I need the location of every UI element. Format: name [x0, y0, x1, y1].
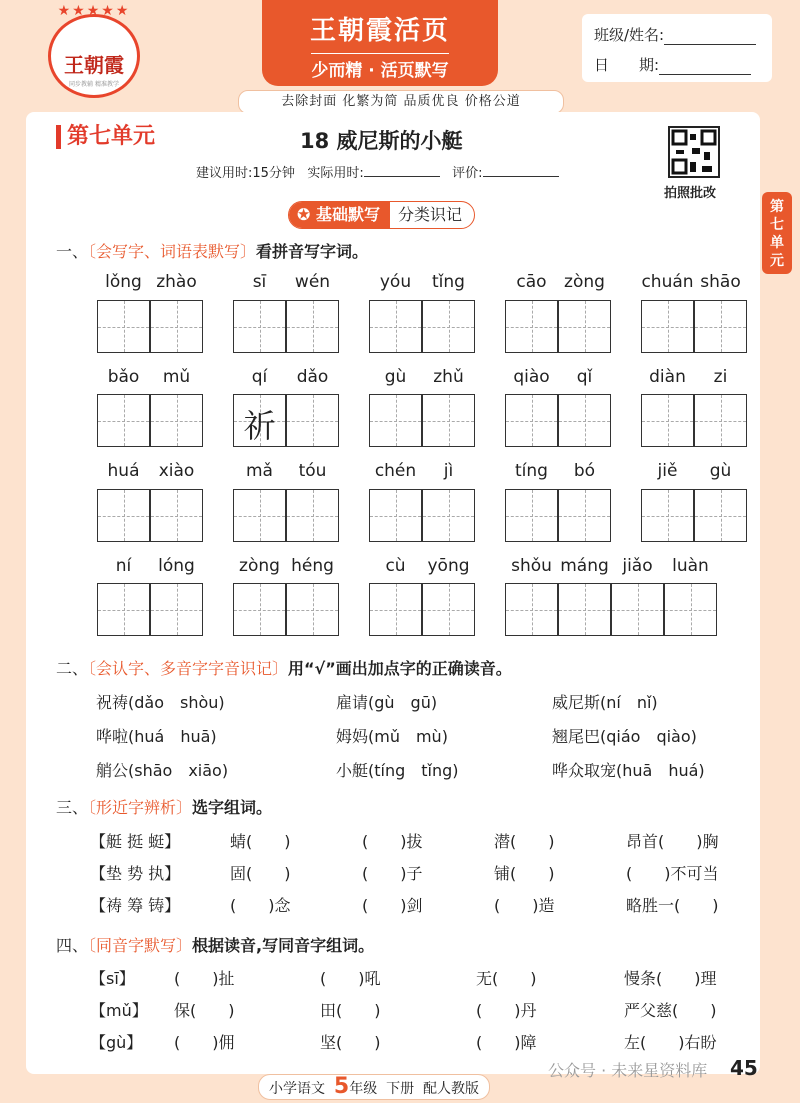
writing-box[interactable] — [422, 300, 475, 353]
question-2-number: 二、 — [56, 659, 89, 678]
pinyin-label: zi — [713, 367, 728, 387]
slogan: 去除封面 化繁为简 品质优良 价格公道 — [238, 90, 564, 114]
fill-blank-item[interactable]: ( )念 — [230, 896, 291, 915]
writing-box[interactable] — [505, 583, 558, 636]
footer-term: 下册 — [386, 1081, 415, 1097]
writing-box[interactable] — [97, 583, 150, 636]
fill-blank-item[interactable]: ( )剑 — [362, 896, 423, 915]
pinyin-label: bó — [573, 461, 596, 481]
logo-name: 王朝霞 — [64, 53, 124, 77]
footer-grade: 年级 — [349, 1081, 378, 1097]
writing-box[interactable] — [369, 583, 422, 636]
qr-caption: 拍照批改 — [664, 186, 717, 201]
page-number: 45 — [730, 1056, 758, 1080]
pinyin-label: tíng — [515, 461, 548, 481]
pinyin-label: gù — [384, 367, 407, 387]
fill-blank-item[interactable]: 铺( ) — [494, 864, 555, 883]
fill-blank-item[interactable]: ( )障 — [476, 1033, 537, 1052]
writing-box[interactable] — [150, 489, 203, 542]
pinyin-label: zòng — [239, 556, 280, 576]
fill-blank-item[interactable]: 左( )右盼 — [624, 1033, 717, 1052]
pinyin-label: zhào — [156, 272, 197, 292]
pinyin-label: wén — [294, 272, 331, 292]
fill-blank-item[interactable]: ( )扯 — [174, 969, 235, 988]
writing-box[interactable] — [150, 394, 203, 447]
pronunciation-item[interactable]: 小艇(tíng tǐng) — [336, 761, 459, 780]
pinyin-label: lǒng — [105, 272, 142, 292]
date-row — [594, 54, 751, 75]
question-3-tag: 〔形近字辨析〕 — [88, 798, 193, 817]
question-4-number: 四、 — [56, 936, 89, 955]
suggested-time: 建议用时:15分钟 — [196, 166, 295, 181]
pinyin-label: chén — [374, 461, 417, 481]
fill-blank-item[interactable]: 略胜一( ) — [626, 896, 719, 915]
question-4-text: 根据读音,写同音字组词。 — [192, 936, 375, 955]
date-label: 日 期: — [594, 56, 660, 74]
grade-label: 评价: — [452, 166, 483, 181]
qr-code-icon[interactable] — [668, 126, 720, 178]
brand-logo — [48, 3, 140, 98]
question-4-header — [56, 933, 374, 956]
writing-box[interactable] — [97, 489, 150, 542]
writing-box[interactable] — [233, 489, 286, 542]
char-group-label: 【垫 势 执】 — [90, 864, 181, 883]
writing-box[interactable] — [558, 394, 611, 447]
pinyin-label: diàn — [649, 367, 686, 387]
question-1-tag: 〔会写字、词语表默写〕 — [88, 242, 257, 261]
pinyin-label: qǐ — [576, 367, 593, 387]
banner-title: 王朝霞活页 — [309, 16, 450, 46]
unit-label: 第七单元 — [56, 125, 155, 149]
fill-blank-item[interactable]: 严父慈( ) — [624, 1001, 717, 1020]
banner-subtitle: 少而精 · 活页默写 — [311, 53, 448, 81]
pinyin-label: zhǔ — [433, 367, 464, 387]
char-group-label: 【艇 挺 蜓】 — [90, 832, 181, 851]
side-tab-label: 第七单元 — [770, 199, 784, 269]
writing-box[interactable] — [286, 394, 339, 447]
section-pill-secondary: 分类识记 — [398, 205, 463, 224]
question-2-tag: 〔会认字、多音字字音识记〕 — [88, 659, 289, 678]
pinyin-label: zòng — [564, 272, 605, 292]
pinyin-label: mǎ — [246, 461, 273, 481]
writing-box[interactable] — [558, 300, 611, 353]
pinyin-label: jiě — [657, 461, 678, 481]
fill-blank-item[interactable]: 田( ) — [320, 1001, 381, 1020]
pinyin-label: shāo — [700, 272, 741, 292]
writing-box[interactable] — [97, 300, 150, 353]
writing-box[interactable] — [233, 300, 286, 353]
question-1-text: 看拼音写字词。 — [256, 242, 369, 261]
pinyin-label: cāo — [516, 272, 547, 292]
fill-blank-item[interactable]: ( )子 — [362, 864, 423, 883]
writing-box[interactable] — [150, 583, 203, 636]
question-2-header — [56, 656, 512, 679]
actual-time-field[interactable] — [364, 164, 440, 177]
pinyin-label: ní — [115, 556, 132, 576]
pronunciation-item[interactable]: 威尼斯(ní nǐ) — [552, 693, 658, 712]
writing-box[interactable] — [286, 300, 339, 353]
date-field[interactable] — [659, 60, 751, 75]
section-pill-primary-label: 基础默写 — [315, 205, 380, 224]
fill-blank-item[interactable]: ( )造 — [494, 896, 555, 915]
writing-box[interactable] — [233, 583, 286, 636]
medal-icon: ✪ — [297, 205, 316, 224]
pinyin-label: gù — [709, 461, 732, 481]
pinyin-label: jiǎo — [622, 556, 653, 576]
written-character: 祈 — [243, 407, 276, 445]
question-1-number: 一、 — [56, 242, 89, 261]
fill-blank-item[interactable]: 潜( ) — [494, 832, 555, 851]
class-name-field[interactable] — [664, 30, 756, 45]
fill-blank-item[interactable]: ( )不可当 — [626, 864, 719, 883]
fill-blank-item[interactable]: 固( ) — [230, 864, 291, 883]
fill-blank-item[interactable]: 慢条( )理 — [624, 969, 717, 988]
fill-blank-item[interactable]: ( )丹 — [476, 1001, 537, 1020]
student-info-box — [582, 14, 772, 82]
logo-subtitle: 同步教辅 精准教学 — [69, 81, 119, 88]
writing-box[interactable] — [369, 394, 422, 447]
footer-edition: 配人教版 — [423, 1081, 480, 1097]
header-banner — [262, 0, 498, 86]
writing-box[interactable] — [233, 394, 286, 447]
pinyin-label: héng — [291, 556, 334, 576]
fill-blank-item[interactable]: 无( ) — [476, 969, 537, 988]
footer-grade-number: 5 — [333, 1074, 350, 1099]
writing-box[interactable] — [369, 300, 422, 353]
pinyin-group-label: 【sī】 — [90, 969, 135, 988]
pinyin-label: qí — [251, 367, 268, 387]
pronunciation-item[interactable]: 雇请(gù gū) — [336, 693, 438, 712]
pinyin-label: tóu — [298, 461, 327, 481]
writing-box[interactable] — [150, 300, 203, 353]
watermark: 公众号 · 未来星资料库 — [548, 1061, 708, 1080]
class-name-row — [594, 24, 756, 45]
writing-box[interactable] — [694, 300, 747, 353]
writing-box[interactable] — [422, 583, 475, 636]
pronunciation-item[interactable]: 翘尾巴(qiáo qiào) — [552, 727, 697, 746]
section-pill-primary — [289, 202, 390, 228]
actual-time-label: 实际用时: — [307, 166, 364, 181]
question-4-tag: 〔同音字默写〕 — [88, 936, 193, 955]
fill-blank-item[interactable]: 昂首( )胸 — [626, 832, 719, 851]
writing-box[interactable] — [611, 583, 664, 636]
footer-subject: 小学语文 — [269, 1081, 325, 1097]
pinyin-label: yōng — [427, 556, 470, 576]
section-pill — [288, 201, 475, 229]
pinyin-label: bǎo — [107, 367, 140, 387]
pinyin-label: dǎo — [296, 367, 329, 387]
writing-box[interactable] — [641, 489, 694, 542]
fill-blank-item[interactable]: 蜻( ) — [230, 832, 291, 851]
writing-box[interactable] — [286, 489, 339, 542]
fill-blank-item[interactable]: ( )佣 — [174, 1033, 235, 1052]
writing-box[interactable] — [641, 394, 694, 447]
timing-row — [196, 162, 559, 181]
fill-blank-item[interactable]: ( )吼 — [320, 969, 381, 988]
pronunciation-item[interactable]: 哗啦(huá huā) — [96, 727, 217, 746]
writing-box[interactable] — [664, 583, 717, 636]
pinyin-label: sī — [252, 272, 267, 292]
pinyin-label: máng — [560, 556, 609, 576]
writing-box[interactable] — [558, 489, 611, 542]
pinyin-label: cù — [385, 556, 406, 576]
writing-box[interactable] — [505, 394, 558, 447]
pinyin-label: luàn — [672, 556, 709, 576]
pronunciation-item[interactable]: 姆妈(mǔ mù) — [336, 727, 448, 746]
question-3-text: 选字组词。 — [192, 798, 273, 817]
footer-badge — [258, 1074, 490, 1100]
pinyin-label: yóu — [379, 272, 412, 292]
lesson-title: 18 威尼斯的小艇 — [300, 129, 463, 153]
question-3-header — [56, 795, 272, 818]
pinyin-label: huá — [107, 461, 140, 481]
pinyin-label: chuán — [641, 272, 694, 292]
writing-box[interactable] — [286, 583, 339, 636]
pinyin-group-label: 【mǔ】 — [90, 1001, 148, 1020]
side-unit-tab — [762, 192, 792, 274]
pronunciation-item[interactable]: 哗众取宠(huā huá) — [552, 761, 705, 780]
pinyin-label: qiào — [513, 367, 550, 387]
writing-box[interactable] — [694, 489, 747, 542]
writing-box[interactable] — [505, 300, 558, 353]
class-name-label: 班级/姓名: — [594, 26, 665, 44]
writing-box[interactable] — [369, 489, 422, 542]
pronunciation-item[interactable]: 祝祷(dǎo shòu) — [96, 693, 225, 712]
writing-box[interactable] — [422, 394, 475, 447]
pinyin-label: lóng — [158, 556, 195, 576]
char-group-label: 【祷 筹 铸】 — [90, 896, 181, 915]
pinyin-label: jì — [443, 461, 454, 481]
pinyin-label: shǒu — [511, 556, 552, 576]
pinyin-label: tǐng — [432, 272, 465, 292]
writing-box[interactable] — [641, 300, 694, 353]
pinyin-group-label: 【gù】 — [90, 1033, 143, 1052]
question-2-text: 用“√”画出加点字的正确读音。 — [288, 659, 512, 678]
pronunciation-item[interactable]: 艄公(shāo xiāo) — [96, 761, 229, 780]
writing-box[interactable] — [97, 394, 150, 447]
question-1-header — [56, 239, 368, 262]
question-3-number: 三、 — [56, 798, 89, 817]
writing-box[interactable] — [505, 489, 558, 542]
grade-field[interactable] — [483, 164, 559, 177]
pinyin-label: mǔ — [162, 367, 191, 387]
writing-box[interactable] — [422, 489, 475, 542]
star-icon: ★★★★★ — [57, 3, 131, 19]
fill-blank-item[interactable]: 坚( ) — [320, 1033, 381, 1052]
fill-blank-item[interactable]: 保( ) — [174, 1001, 235, 1020]
writing-box[interactable] — [694, 394, 747, 447]
pinyin-label: xiào — [158, 461, 195, 481]
fill-blank-item[interactable]: ( )拔 — [362, 832, 423, 851]
writing-box[interactable] — [558, 583, 611, 636]
